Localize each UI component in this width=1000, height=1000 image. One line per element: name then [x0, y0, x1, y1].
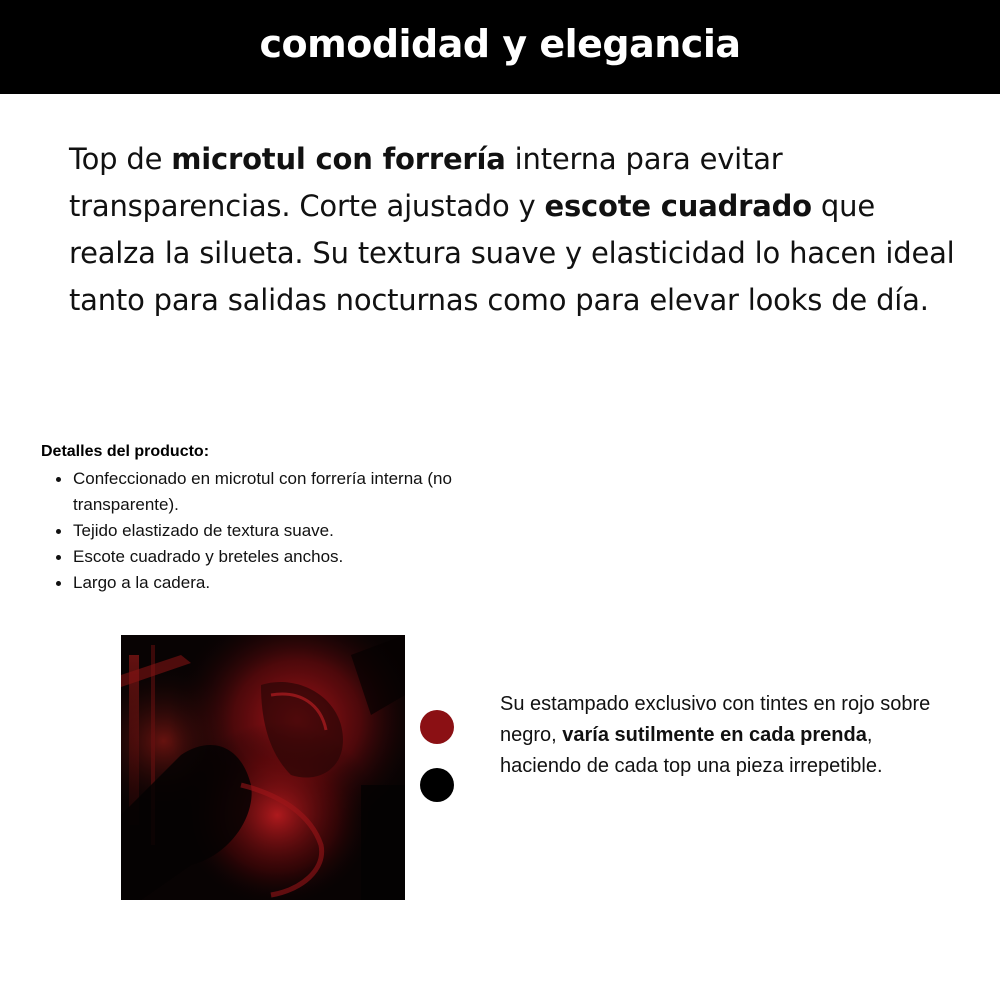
list-item — [41, 466, 561, 518]
description-text: interna para evitar transparencias. Corte ajustado y — [69, 142, 783, 223]
print-highlight: varía sutilmente en cada prenda — [562, 724, 867, 746]
details-heading: Detalles del producto: — [41, 443, 210, 460]
list-item-text: Tejido elastizado de textura suave. — [73, 521, 334, 540]
color-swatch-black[interactable] — [420, 768, 454, 802]
bullet-icon — [56, 529, 61, 534]
list-item-text: Largo a la cadera. — [73, 573, 211, 592]
product-description — [69, 136, 969, 324]
product-details — [41, 440, 561, 596]
product-print-photo — [121, 635, 405, 900]
bullet-icon — [56, 581, 61, 586]
description-text: que realza la silueta. Su textura suave y elasticidad lo hacen ideal tanto para salidas nocturnas como para elevar looks de día. — [69, 189, 955, 317]
print-description — [500, 689, 940, 782]
list-item-text: Escote cuadrado y breteles anchos. — [73, 547, 344, 566]
list-item — [41, 544, 561, 570]
print-text: , haciendo de cada top una pieza irrepetible. — [500, 724, 883, 777]
list-item — [41, 518, 561, 544]
print-text: Su estampado exclusivo con tintes en rojo sobre negro, — [500, 693, 931, 746]
description-highlight-fabric: microtul con forrería — [171, 142, 506, 176]
bullet-icon — [56, 555, 61, 560]
bullet-icon — [56, 477, 61, 482]
page-title: comodidad y elegancia — [259, 22, 741, 66]
details-list — [41, 466, 561, 596]
list-item — [41, 570, 561, 596]
color-swatch-red[interactable] — [420, 710, 454, 744]
description-text: Top de — [69, 142, 172, 176]
list-item-text: Confeccionado en microtul con forrería interna (no transparente). — [73, 469, 452, 514]
header-bar — [0, 0, 1000, 94]
description-highlight-neckline: escote cuadrado — [544, 189, 812, 223]
abstract-red-print-icon — [121, 635, 405, 900]
